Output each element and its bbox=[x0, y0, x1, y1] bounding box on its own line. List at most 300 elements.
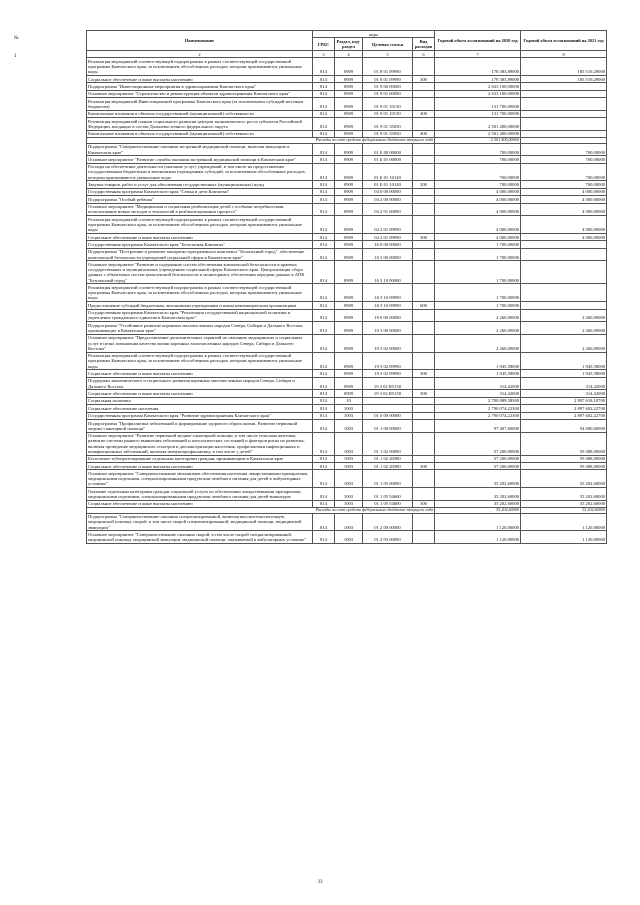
cell-amount-2020: 1 700,00000 bbox=[435, 302, 521, 309]
cell-razdel: 0909 bbox=[335, 261, 363, 284]
table-row bbox=[87, 309, 607, 322]
cell-target-item: 01 1 02 20380 bbox=[363, 462, 413, 469]
cell-expense-type bbox=[413, 397, 435, 404]
cell-grbs: 814 bbox=[313, 90, 335, 97]
cell-name: Реализация мероприятий соответствующей подпрограммы в рамках соответствующей государственной программы Камчатского края, за исключением обособленных расходов, которым присваиваются уникальные коды bbox=[87, 284, 313, 302]
cell-amount-2021: 700,00000 bbox=[521, 143, 607, 156]
cell-razdel: 0909 bbox=[335, 302, 363, 309]
cell-amount-2021: 700,00000 bbox=[521, 156, 607, 163]
header-number-sign: № bbox=[14, 36, 19, 41]
cell-name: Капитальные вложения в объекты государственной (муниципальной) собственности bbox=[87, 130, 313, 137]
cell-target-item: 19 3 02 R5150 bbox=[363, 390, 413, 397]
cell-grbs: 814 bbox=[313, 334, 335, 352]
col-num-4: 4 bbox=[335, 50, 363, 57]
cell-expense-type bbox=[413, 352, 435, 370]
cell-expense-type bbox=[413, 58, 435, 76]
header-razdel: Раздел, под-раздел bbox=[335, 38, 363, 51]
table-row bbox=[87, 419, 607, 432]
cell-expense-type: 300 bbox=[413, 75, 435, 82]
cell-amount-2020: 1 120,00000 bbox=[435, 531, 521, 544]
table-row bbox=[87, 241, 607, 248]
cell-amount-2021 bbox=[521, 130, 607, 137]
cell-expense-type bbox=[413, 90, 435, 97]
cell-amount-2020: 1 700,00000 bbox=[435, 261, 521, 284]
cell-name: Капитальные вложения в объекты государственной (муниципальной) собственности bbox=[87, 110, 313, 117]
cell-target-item: 01 9 01 55050 bbox=[363, 118, 413, 131]
cell-expense-type: 400 bbox=[413, 130, 435, 137]
cell-razdel: 0909 bbox=[335, 334, 363, 352]
cell-name: Государственная программа Камчатского края "Реализация государственной национальной политики и укрепление гражданского единства в Камчатском крае" bbox=[87, 309, 313, 322]
cell-expense-type bbox=[413, 412, 435, 419]
cell-razdel: 0909 bbox=[335, 156, 363, 163]
cell-grbs: 814 bbox=[313, 75, 335, 82]
cell-amount-2021: 1 120,00000 bbox=[521, 531, 607, 544]
cell-grbs: 814 bbox=[313, 302, 335, 309]
cell-name: Социальное обеспечение и иные выплаты населению bbox=[87, 370, 313, 377]
cell-razdel: 0909 bbox=[335, 309, 363, 322]
cell-target-item: 04 2 00 00000 bbox=[363, 196, 413, 203]
cell-expense-type: 200 bbox=[413, 181, 435, 188]
cell-grbs: 814 bbox=[313, 462, 335, 469]
cell-grbs: 814 bbox=[313, 83, 335, 90]
cell-grbs: 814 bbox=[313, 234, 335, 241]
table-row bbox=[87, 302, 607, 309]
cell-razdel: 0909 bbox=[335, 284, 363, 302]
cell-target-item: 01 1 02 00000 bbox=[363, 432, 413, 455]
table-row bbox=[87, 75, 607, 82]
cell-grbs: 814 bbox=[313, 58, 335, 76]
cell-grbs: 814 bbox=[313, 110, 335, 117]
table-row bbox=[87, 90, 607, 97]
cell-target-item: 19 3 02 09990 bbox=[363, 370, 413, 377]
cell-name: Социальная политика bbox=[87, 397, 313, 404]
cell-name: Государственная программа Камчатского края "Развитие здравоохранения Камчатского края" bbox=[87, 412, 313, 419]
cell-amount-2021 bbox=[521, 110, 607, 117]
table-row bbox=[87, 397, 607, 404]
cell-target-item: 01 2 03 00000 bbox=[363, 531, 413, 544]
cell-amount-2020: 4 000,00000 bbox=[435, 196, 521, 203]
note-text: Расходы за счет средств федерального бюджета текущего года bbox=[87, 508, 435, 514]
cell-amount-2021: 2 260,00000 bbox=[521, 334, 607, 352]
cell-razdel: 1003 bbox=[335, 500, 363, 507]
cell-name: Основное мероприятие "Совершенствование механизмов обеспечения населения лекарственными препаратами, медицинскими изделиями, специализированными продуктами лечебного питания для детей в амбулаторных условиях" bbox=[87, 470, 313, 488]
cell-amount-2021: 2 897 618,18700 bbox=[521, 397, 607, 404]
cell-amount-2020: 1 120,00000 bbox=[435, 513, 521, 531]
cell-amount-2020: 178 383,89000 bbox=[435, 75, 521, 82]
cell-name: Основное мероприятие "Медицинская и социальная реабилитация детей с особыми потребностями, использование новых методов и технологий в реабилитационном процессе" bbox=[87, 203, 313, 216]
cell-razdel: 1003 bbox=[335, 470, 363, 488]
table-row bbox=[87, 488, 607, 501]
cell-razdel: 0909 bbox=[335, 196, 363, 203]
cell-expense-type bbox=[413, 118, 435, 131]
cell-razdel: 0909 bbox=[335, 188, 363, 195]
cell-expense-type bbox=[413, 513, 435, 531]
cell-grbs: 814 bbox=[313, 513, 335, 531]
cell-target-item: 01 1 02 20380 bbox=[363, 455, 413, 462]
cell-razdel: 0909 bbox=[335, 83, 363, 90]
cell-name: Социальное обеспечение населения bbox=[87, 405, 313, 412]
cell-name: Подпрограмма "Совершенствование оказания специализированной, включая высокотехнологичную, медицинской помощи, скорой, в том числе скорой специализированной, медицинской помощи, медицинской эвакуации" bbox=[87, 513, 313, 531]
col-num-3: 3 bbox=[313, 50, 335, 57]
cell-amount-2020: 4 000,00000 bbox=[435, 203, 521, 216]
cell-expense-type: 600 bbox=[413, 302, 435, 309]
cell-amount-2020: 700,00000 bbox=[435, 143, 521, 156]
column-number-row bbox=[87, 50, 607, 57]
cell-amount-2021: 1 945,58000 bbox=[521, 352, 607, 370]
cell-amount-2020: 35 202,60000 bbox=[435, 500, 521, 507]
cell-name: Оказание отдельным категориям граждан социальной услуги по обеспечению лекарственными препаратами, медицинскими изделиями, специализированными продуктами лечебного питания для детей-инвалидов bbox=[87, 488, 313, 501]
cell-target-item: 01 Б 01 10140 bbox=[363, 181, 413, 188]
cell-expense-type bbox=[413, 405, 435, 412]
col-num-8: 8 bbox=[521, 50, 607, 57]
cell-amount-2020: 57 200,00000 bbox=[435, 462, 521, 469]
col-num-6: 6 bbox=[413, 50, 435, 57]
cell-amount-2020: 2 633 100,00000 bbox=[435, 90, 521, 97]
cell-amount-2021 bbox=[521, 83, 607, 90]
cell-amount-2020: 178 383,89000 bbox=[435, 58, 521, 76]
cell-name: Бесплатное зубопротезирование отдельным категориям граждан, проживающим в Камчатском крае bbox=[87, 455, 313, 462]
table-row bbox=[87, 500, 607, 507]
cell-name: Подпрограмма "Совершенствование оказания экстренной медицинской помощи, включая эвакуацию в Камчатском крае" bbox=[87, 143, 313, 156]
cell-expense-type bbox=[413, 163, 435, 181]
budget-table-sheet bbox=[86, 30, 606, 544]
cell-razdel: 1003 bbox=[335, 455, 363, 462]
note-amount-2021: 35 202,60000 bbox=[521, 508, 607, 514]
cell-name: Реализация мероприятий соответствующей подпрограммы в рамках соответствующей государственной программы Камчатского края, за исключением обособленных расходов, которым присваиваются уникальные коды bbox=[87, 352, 313, 370]
cell-name: Государственная программа Камчатского края "Семья и дети Камчатки" bbox=[87, 188, 313, 195]
cell-razdel: 1003 bbox=[335, 405, 363, 412]
cell-target-item: 01 9 01 10130 bbox=[363, 98, 413, 111]
cell-name: Основное мероприятие "Развитие службы оказания экстренной медицинской помощи в Камчатском крае" bbox=[87, 156, 313, 163]
cell-amount-2021 bbox=[521, 90, 607, 97]
cell-name: Подпрограмма "Устойчивое развитие коренных малочисленных народов Севера, Сибири и Дальнего Востока, проживающих в Камчатском крае" bbox=[87, 322, 313, 335]
cell-razdel: 0909 bbox=[335, 98, 363, 111]
header-cs: Целевая статья bbox=[363, 38, 413, 51]
cell-target-item: 04 0 00 00000 bbox=[363, 188, 413, 195]
cell-razdel: 0909 bbox=[335, 241, 363, 248]
cell-expense-type bbox=[413, 83, 435, 90]
cell-expense-type: 400 bbox=[413, 110, 435, 117]
cell-razdel: 0909 bbox=[335, 143, 363, 156]
cell-amount-2020: 131 700,00000 bbox=[435, 110, 521, 117]
cell-amount-2020: 700,00000 bbox=[435, 163, 521, 181]
cell-target-item: 01 8 01 09990 bbox=[363, 75, 413, 82]
cell-amount-2020: 57 200,00000 bbox=[435, 455, 521, 462]
cell-amount-2020: 700,00000 bbox=[435, 156, 521, 163]
table-row bbox=[87, 322, 607, 335]
cell-amount-2020: 314,42000 bbox=[435, 377, 521, 390]
cell-name: Государственная программа Камчатского края "Безопасная Камчатка" bbox=[87, 241, 313, 248]
cell-target-item bbox=[363, 397, 413, 404]
cell-grbs: 814 bbox=[313, 284, 335, 302]
cell-grbs: 814 bbox=[313, 156, 335, 163]
cell-razdel: 0909 bbox=[335, 370, 363, 377]
cell-amount-2021: 185 519,29000 bbox=[521, 75, 607, 82]
cell-name: Реализация мероприятий соответствующей подпрограммы в рамках соответствующей государственной программы Камчатского края, за исключением обособленных расходов, которым присваиваются уникальные коды bbox=[87, 58, 313, 76]
cell-expense-type bbox=[413, 470, 435, 488]
cell-amount-2021: 2 260,00000 bbox=[521, 322, 607, 335]
cell-amount-2021: 2 897 602,22700 bbox=[521, 412, 607, 419]
cell-expense-type: 300 bbox=[413, 370, 435, 377]
cell-grbs: 814 bbox=[313, 203, 335, 216]
cell-target-item: 16 3 10 09990 bbox=[363, 302, 413, 309]
cell-target-item: 19 3 02 00000 bbox=[363, 334, 413, 352]
cell-amount-2021: 59 488,00000 bbox=[521, 462, 607, 469]
table-row bbox=[87, 377, 607, 390]
col-num-1: 1 bbox=[14, 54, 17, 59]
cell-name: Подпрограмма "Особый ребенок" bbox=[87, 196, 313, 203]
cell-expense-type bbox=[413, 432, 435, 455]
table-row bbox=[87, 334, 607, 352]
cell-amount-2021: 1 120,00000 bbox=[521, 513, 607, 531]
cell-expense-type bbox=[413, 309, 435, 322]
table-row bbox=[87, 455, 607, 462]
cell-expense-type bbox=[413, 216, 435, 234]
cell-razdel: 0909 bbox=[335, 118, 363, 131]
cell-amount-2021: 314,42000 bbox=[521, 390, 607, 397]
cell-razdel: 1003 bbox=[335, 412, 363, 419]
table-row bbox=[87, 110, 607, 117]
cell-target-item: 01 1 05 54600 bbox=[363, 500, 413, 507]
cell-target-item: 01 9 01 00000 bbox=[363, 90, 413, 97]
table-row bbox=[87, 234, 607, 241]
cell-amount-2021 bbox=[521, 241, 607, 248]
table-row bbox=[87, 284, 607, 302]
cell-grbs: 814 bbox=[313, 130, 335, 137]
cell-grbs: 814 bbox=[313, 163, 335, 181]
cell-grbs: 814 bbox=[313, 181, 335, 188]
cell-expense-type bbox=[413, 261, 435, 284]
cell-expense-type bbox=[413, 156, 435, 163]
cell-amount-2021: 94 690,60000 bbox=[521, 419, 607, 432]
cell-grbs: 814 bbox=[313, 397, 335, 404]
table-row bbox=[87, 143, 607, 156]
header-2020: Годовой объем ассигнований на 2020 год bbox=[435, 31, 521, 51]
cell-expense-type bbox=[413, 98, 435, 111]
table-row bbox=[87, 370, 607, 377]
table-row bbox=[87, 130, 607, 137]
cell-target-item: 01 9 00 00000 bbox=[363, 83, 413, 90]
cell-grbs: 814 bbox=[313, 118, 335, 131]
cell-amount-2021: 314,42000 bbox=[521, 377, 607, 390]
cell-expense-type bbox=[413, 531, 435, 544]
cell-grbs: 814 bbox=[313, 196, 335, 203]
cell-name: Реализация мероприятий Инвестиционной программы Камчатского края (за исключением субсидий местным бюджетам) bbox=[87, 98, 313, 111]
cell-grbs: 814 bbox=[313, 98, 335, 111]
cell-amount-2020: 4 000,00000 bbox=[435, 188, 521, 195]
cell-amount-2020: 314,42000 bbox=[435, 390, 521, 397]
cell-target-item: 01 Б 01 10140 bbox=[363, 163, 413, 181]
cell-expense-type bbox=[413, 188, 435, 195]
cell-amount-2020: 700,00000 bbox=[435, 181, 521, 188]
cell-razdel: 0909 bbox=[335, 181, 363, 188]
cell-grbs: 814 bbox=[313, 500, 335, 507]
cell-amount-2020: 2 260,00000 bbox=[435, 322, 521, 335]
cell-amount-2021: 2 260,00000 bbox=[521, 309, 607, 322]
cell-grbs: 814 bbox=[313, 419, 335, 432]
cell-amount-2021 bbox=[521, 302, 607, 309]
cell-target-item: 16 3 00 00000 bbox=[363, 248, 413, 261]
cell-amount-2021: 35 202,60000 bbox=[521, 500, 607, 507]
cell-target-item: 19 3 02 R5150 bbox=[363, 377, 413, 390]
cell-grbs: 814 bbox=[313, 261, 335, 284]
cell-amount-2021 bbox=[521, 284, 607, 302]
cell-amount-2021 bbox=[521, 98, 607, 111]
cell-razdel: 10 bbox=[335, 397, 363, 404]
cell-target-item: 19 0 00 00000 bbox=[363, 309, 413, 322]
cell-grbs: 814 bbox=[313, 322, 335, 335]
table-row bbox=[87, 462, 607, 469]
cell-name: Реализация мероприятий планов социального развития центров экономического роста субъектов Российской Федерации, входящих в состав Дальневосточного федерального округа bbox=[87, 118, 313, 131]
cell-grbs: 814 bbox=[313, 531, 335, 544]
col-num-7: 7 bbox=[435, 50, 521, 57]
cell-amount-2020: 2 790 074,22300 bbox=[435, 405, 521, 412]
cell-razdel: 0909 bbox=[335, 352, 363, 370]
cell-name: Реализация мероприятий соответствующей подпрограммы в рамках соответствующей государственной программы Камчатского края, за исключением обособленных расходов, которым присваиваются уникальные коды bbox=[87, 216, 313, 234]
cell-name: Подпрограмма "Инвестиционные мероприятия в здравоохранении Камчатского края" bbox=[87, 83, 313, 90]
cell-amount-2020: 1 945,58000 bbox=[435, 352, 521, 370]
cell-grbs: 814 bbox=[313, 216, 335, 234]
cell-grbs: 814 bbox=[313, 188, 335, 195]
cell-name: Подпрограмма "Профилактика заболеваний и формирование здорового образа жизни. Развитие первичной медико-санитарной помощи" bbox=[87, 419, 313, 432]
table-row bbox=[87, 98, 607, 111]
cell-amount-2020: 1 700,00000 bbox=[435, 248, 521, 261]
cell-amount-2021: 1 945,58000 bbox=[521, 370, 607, 377]
table-row bbox=[87, 531, 607, 544]
table-row bbox=[87, 216, 607, 234]
cell-name: Основное мероприятие "Развитие первичной медико-санитарной помощи, в том числе сельским жителям, развитие системы раннего выявления заболеваний и патологических состояний и факторов риска их развития, включая проведение медицинских осмотров и диспансеризации населения, профилактики инфекционных и неинфекционных заболеваний, включая иммунопрофилактику, в том числе у детей" bbox=[87, 432, 313, 455]
cell-razdel: 0909 bbox=[335, 390, 363, 397]
cell-amount-2020: 2 501 400,00000 bbox=[435, 118, 521, 131]
cell-razdel: 0909 bbox=[335, 130, 363, 137]
cell-name: Расходы на обеспечение деятельности (оказание услуг) учреждений, в том числе на предоставление государственным бюджетным и автономным учреждениям субсидий, за исключением обособленных расходов, которым присваиваются уникальные коды bbox=[87, 163, 313, 181]
cell-target-item: 16 0 00 00000 bbox=[363, 241, 413, 248]
header-grbs: ГРБС bbox=[313, 38, 335, 51]
table-row bbox=[87, 181, 607, 188]
header-codes: коды bbox=[313, 31, 435, 38]
table-row bbox=[87, 58, 607, 76]
cell-razdel: 0909 bbox=[335, 203, 363, 216]
cell-amount-2020: 57 200,00000 bbox=[435, 432, 521, 455]
header-2021: Годовой объем ассигнований на 2021 год bbox=[521, 31, 607, 51]
table-row bbox=[87, 432, 607, 455]
cell-amount-2020: 2 633 100,00000 bbox=[435, 83, 521, 90]
cell-target-item: 01 Б 01 00000 bbox=[363, 156, 413, 163]
cell-name: Социальное обеспечение и иные выплаты населению bbox=[87, 462, 313, 469]
table-row bbox=[87, 203, 607, 216]
cell-amount-2021: 2 897 602,22700 bbox=[521, 405, 607, 412]
cell-amount-2021: 4 000,00000 bbox=[521, 196, 607, 203]
cell-name: Основное мероприятие "Строительство и реконструкция объектов здравоохранения Камчатского края" bbox=[87, 90, 313, 97]
cell-target-item: 01 Б 00 00000 bbox=[363, 143, 413, 156]
cell-amount-2020: 131 700,00000 bbox=[435, 98, 521, 111]
cell-target-item: 01 1 00 00000 bbox=[363, 419, 413, 432]
cell-grbs: 814 bbox=[313, 370, 335, 377]
cell-grbs: 814 bbox=[313, 248, 335, 261]
cell-expense-type bbox=[413, 143, 435, 156]
table-row bbox=[87, 156, 607, 163]
cell-expense-type bbox=[413, 322, 435, 335]
table-row bbox=[87, 470, 607, 488]
table-row bbox=[87, 412, 607, 419]
cell-amount-2021: 185 519,29000 bbox=[521, 58, 607, 76]
cell-amount-2021: 59 488,00000 bbox=[521, 455, 607, 462]
cell-name: Поддержка экономического и социального развития коренных малочисленных народов Севера, Сибири и Дальнего Востока bbox=[87, 377, 313, 390]
budget-table-body bbox=[87, 58, 607, 544]
cell-target-item: 01 9 01 10130 bbox=[363, 110, 413, 117]
cell-expense-type bbox=[413, 334, 435, 352]
budget-table bbox=[86, 30, 607, 544]
cell-razdel: 0909 bbox=[335, 110, 363, 117]
cell-expense-type bbox=[413, 419, 435, 432]
cell-grbs: 814 bbox=[313, 377, 335, 390]
table-row bbox=[87, 196, 607, 203]
cell-amount-2021: 4 000,00000 bbox=[521, 188, 607, 195]
table-row bbox=[87, 83, 607, 90]
cell-amount-2020: 4 000,00000 bbox=[435, 216, 521, 234]
cell-amount-2020: 1 700,00000 bbox=[435, 241, 521, 248]
cell-grbs: 814 bbox=[313, 412, 335, 419]
cell-target-item: 01 0 00 00000 bbox=[363, 412, 413, 419]
cell-expense-type bbox=[413, 455, 435, 462]
table-row bbox=[87, 405, 607, 412]
cell-razdel: 1003 bbox=[335, 432, 363, 455]
cell-amount-2021 bbox=[521, 261, 607, 284]
cell-amount-2021 bbox=[521, 248, 607, 261]
note-amount-2020: 2 501 400,00000 bbox=[435, 138, 521, 144]
cell-amount-2021: 4 000,00000 bbox=[521, 203, 607, 216]
cell-razdel: 1003 bbox=[335, 462, 363, 469]
cell-razdel: 1003 bbox=[335, 531, 363, 544]
cell-amount-2020: 2 790 074,22300 bbox=[435, 412, 521, 419]
cell-amount-2021: 700,00000 bbox=[521, 163, 607, 181]
note-text: Расходы за счет средств федерального бюджета текущего года bbox=[87, 138, 435, 144]
table-row bbox=[87, 248, 607, 261]
table-row bbox=[87, 513, 607, 531]
cell-expense-type: 300 bbox=[413, 500, 435, 507]
cell-name: Основное мероприятие "Предоставление дополнительных гарантий по оказанию медицинских и социальных услуг в целях повышения качества жизни коренных малочисленных народов Севера, Сибири и Дальнего Востока" bbox=[87, 334, 313, 352]
cell-grbs: 814 bbox=[313, 352, 335, 370]
cell-expense-type bbox=[413, 488, 435, 501]
cell-grbs: 814 bbox=[313, 390, 335, 397]
cell-razdel: 0909 bbox=[335, 234, 363, 241]
header-vr: Вид расходов bbox=[413, 38, 435, 51]
cell-amount-2020: 2 260,00000 bbox=[435, 334, 521, 352]
cell-target-item: 19 3 00 00000 bbox=[363, 322, 413, 335]
page-number: 33 bbox=[317, 880, 323, 885]
cell-target-item: 01 9 01 55050 bbox=[363, 130, 413, 137]
cell-razdel: 0909 bbox=[335, 75, 363, 82]
cell-name: Социальное обеспечение и иные выплаты населению bbox=[87, 234, 313, 241]
cell-target-item: 16 3 10 09990 bbox=[363, 284, 413, 302]
table-row bbox=[87, 352, 607, 370]
cell-grbs: 814 bbox=[313, 432, 335, 455]
table-row bbox=[87, 261, 607, 284]
cell-amount-2020: 35 202,60000 bbox=[435, 470, 521, 488]
cell-expense-type bbox=[413, 248, 435, 261]
cell-name: Предоставление субсидий бюджетным, автономным учреждениям и иным некоммерческим организациям bbox=[87, 302, 313, 309]
cell-name: Социальное обеспечение и иные выплаты населению bbox=[87, 500, 313, 507]
cell-expense-type bbox=[413, 284, 435, 302]
cell-name: Социальное обеспечение и иные выплаты населению bbox=[87, 75, 313, 82]
cell-grbs: 814 bbox=[313, 488, 335, 501]
col-num-2: 2 bbox=[87, 50, 313, 57]
cell-amount-2020: 35 202,60000 bbox=[435, 488, 521, 501]
cell-expense-type bbox=[413, 203, 435, 216]
cell-razdel: 0909 bbox=[335, 58, 363, 76]
table-row bbox=[87, 390, 607, 397]
cell-amount-2021: 59 488,00000 bbox=[521, 432, 607, 455]
